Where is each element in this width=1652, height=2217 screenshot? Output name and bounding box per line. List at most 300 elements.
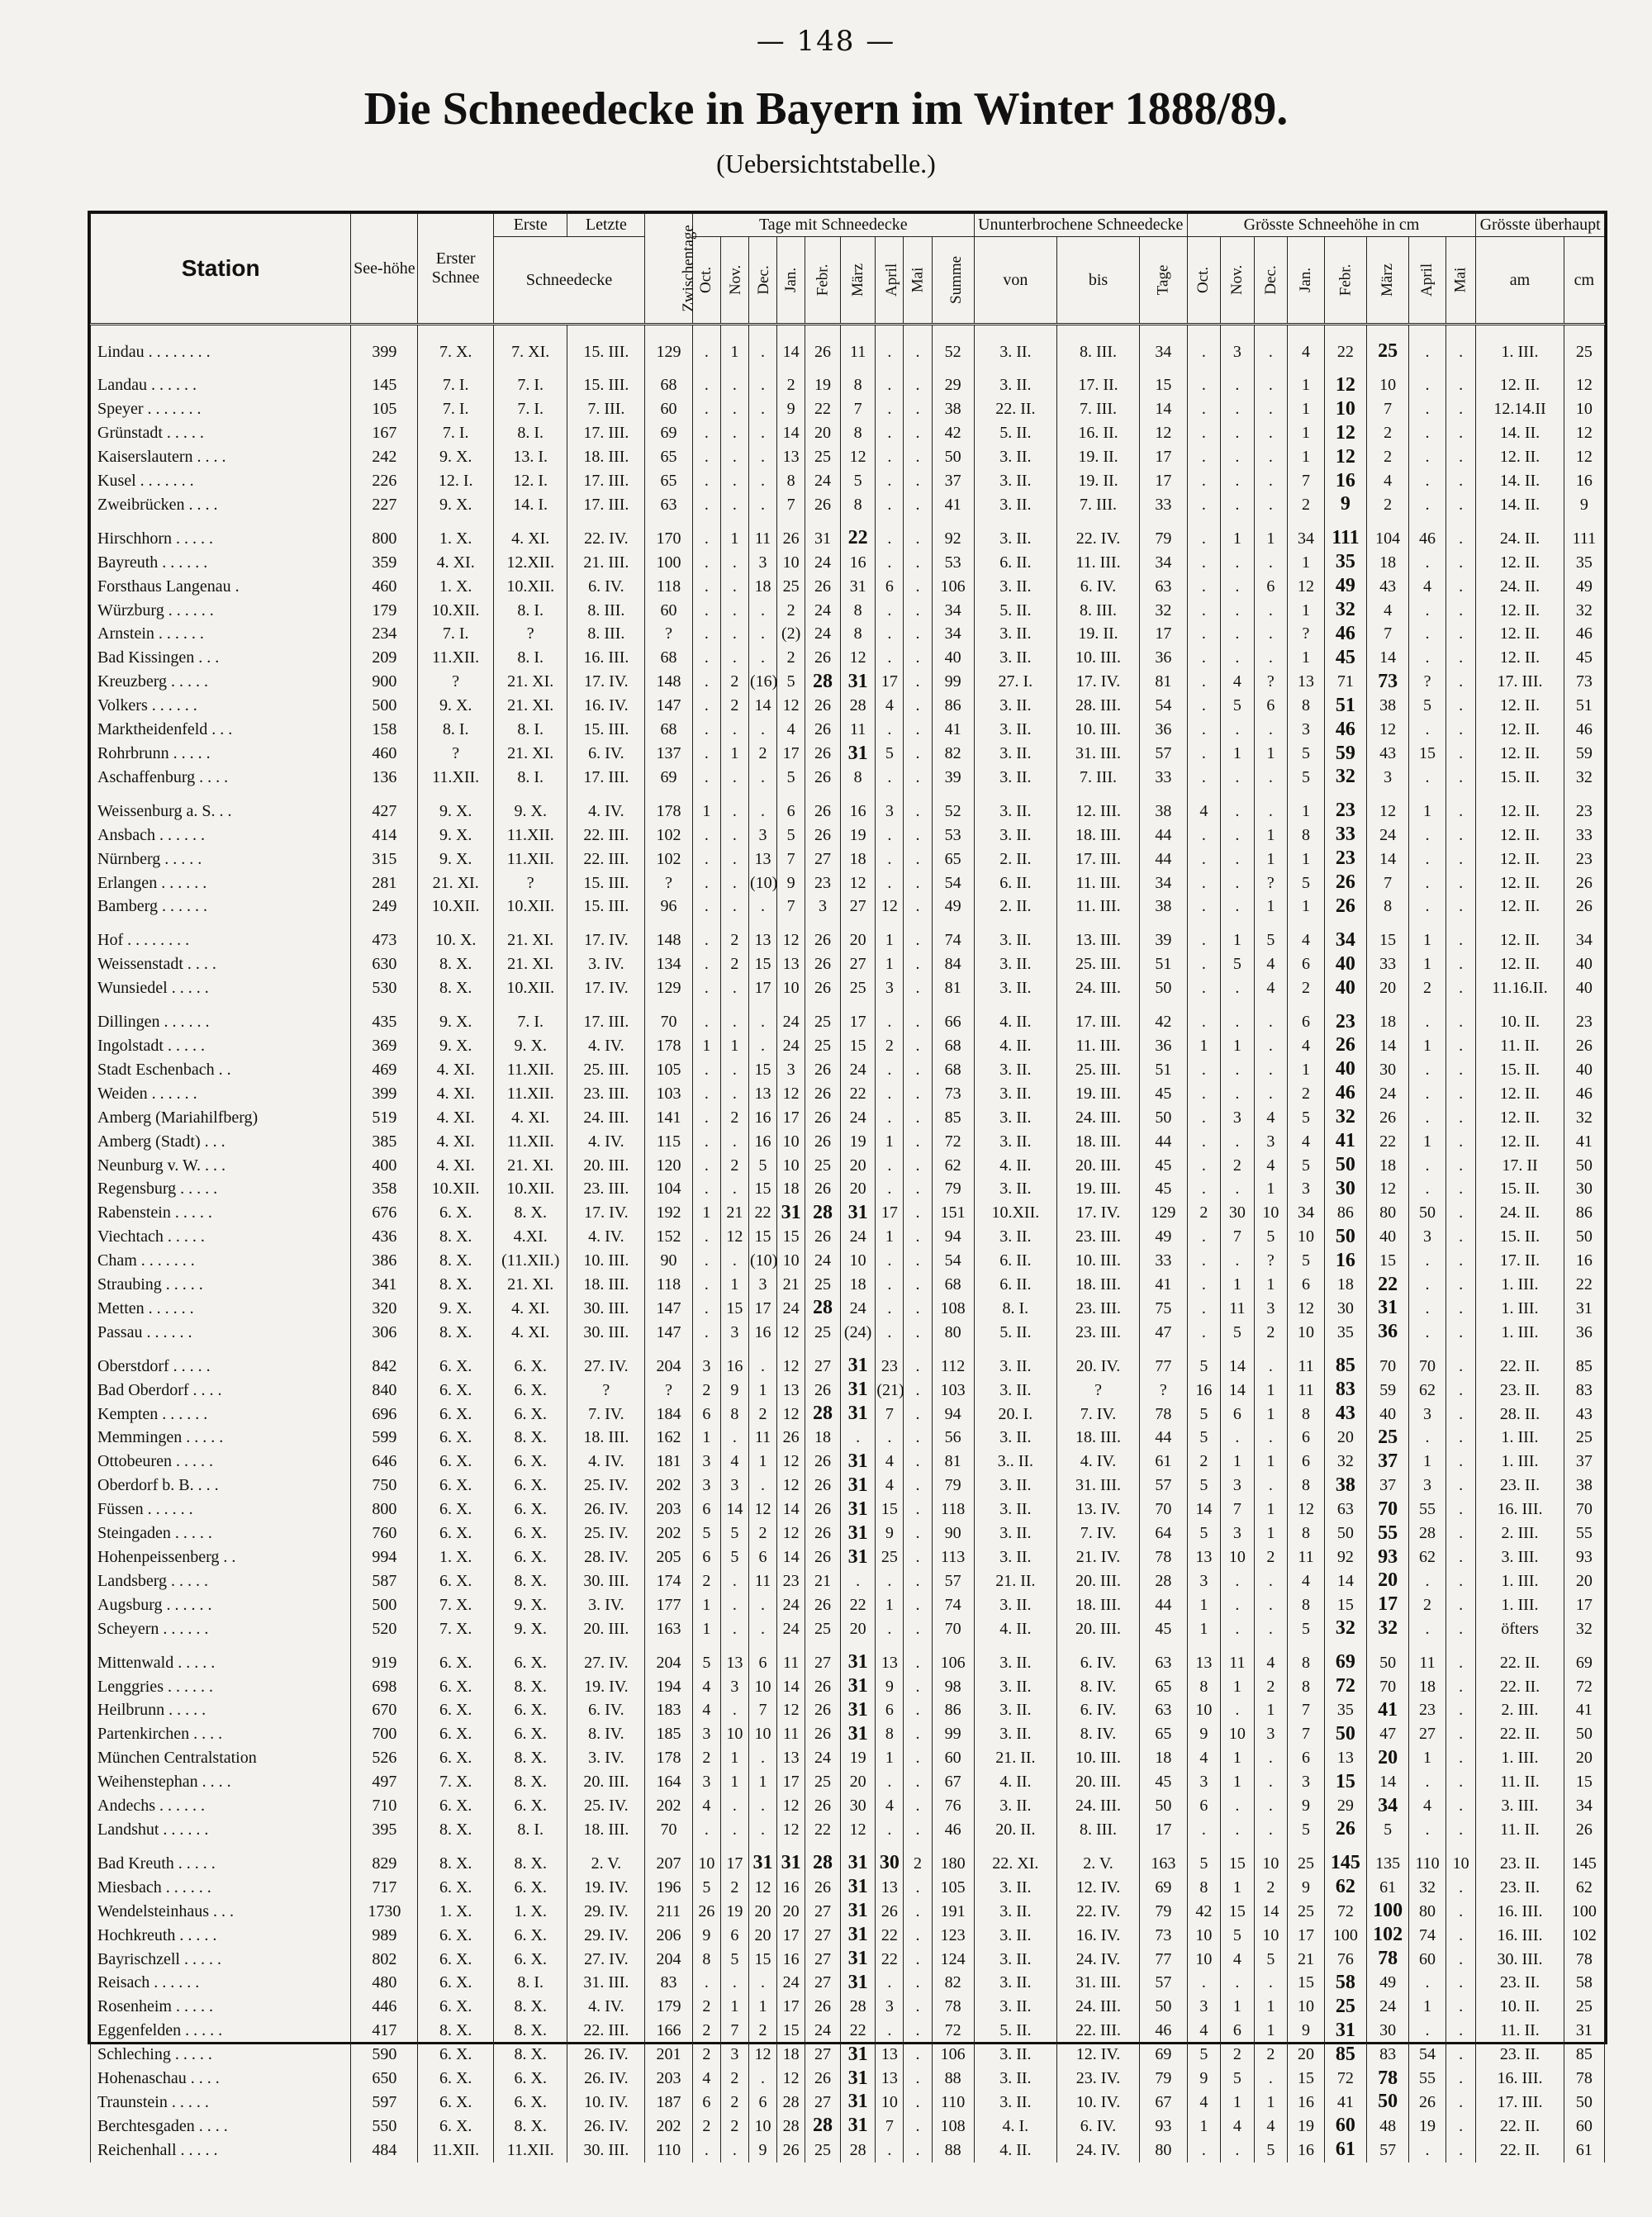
table-cell: 4: [1254, 977, 1287, 1001]
table-cell: 15. II.: [1476, 1058, 1564, 1082]
max-value: 78: [1378, 2067, 1398, 2089]
table-cell: 68: [645, 719, 693, 743]
table-cell: ?: [1409, 671, 1446, 695]
table-cell: 84: [932, 953, 974, 977]
max-value: 111: [1332, 527, 1360, 549]
table-cell: 12: [777, 1082, 805, 1106]
table-cell: 41: [1324, 2091, 1366, 2115]
table-cell: 6: [1288, 953, 1325, 977]
table-cell: 17: [777, 1924, 805, 1948]
table-row: [91, 1569, 1605, 1593]
station-name: Amberg (Mariahilfberg): [91, 1106, 351, 1130]
table-cell: 8: [1288, 695, 1325, 719]
table-row: [91, 1001, 1605, 1035]
table-cell: 1: [1221, 1034, 1254, 1058]
table-cell: 670: [351, 1699, 418, 1723]
table-cell: 698: [351, 1675, 418, 1699]
table-cell: 66: [932, 1001, 974, 1035]
table-cell: .: [1254, 1427, 1287, 1450]
table-cell: .: [1187, 766, 1220, 790]
table-cell: 98: [932, 1675, 974, 1699]
table-cell: .: [1254, 1001, 1287, 1035]
table-cell: 6: [692, 1546, 720, 1570]
table-cell: 148: [645, 919, 693, 953]
table-cell: [1324, 766, 1366, 790]
max-value: 28: [812, 1297, 833, 1319]
station-name: Rohrbrunn . . . . .: [91, 743, 351, 767]
max-value: 73: [1378, 670, 1398, 692]
table-cell: 5: [1254, 1948, 1287, 1972]
table-cell: [1324, 1996, 1366, 2020]
table-cell: 202: [645, 1795, 693, 1819]
table-cell: [1324, 623, 1366, 647]
table-cell: 6. X.: [493, 1474, 567, 1498]
table-cell: 2: [748, 2020, 776, 2044]
table-cell: 10. III.: [1056, 719, 1139, 743]
table-cell: 1: [1254, 743, 1287, 767]
table-cell: 676: [351, 1202, 418, 1226]
table-cell: 52: [932, 790, 974, 824]
table-cell: 79: [1140, 517, 1188, 551]
table-cell: .: [1221, 1250, 1254, 1274]
table-cell: 34: [1140, 551, 1188, 575]
table-cell: [805, 1842, 841, 1876]
table-cell: 4. XI.: [493, 1321, 567, 1345]
table-cell: 19: [840, 1130, 876, 1154]
table-cell: .: [1446, 743, 1475, 767]
table-cell: 14. II.: [1476, 493, 1564, 517]
table-cell: 26. IV.: [567, 2067, 645, 2091]
station-name: Forsthaus Langenau .: [91, 575, 351, 599]
table-cell: .: [1254, 1474, 1287, 1498]
table-cell: 1: [720, 743, 748, 767]
table-cell: 6: [1254, 575, 1287, 599]
table-cell: 27. I.: [974, 671, 1056, 695]
table-cell: 3. II.: [974, 1178, 1056, 1202]
table-cell: 2. V.: [1056, 1842, 1139, 1876]
table-cell: 141: [645, 1106, 693, 1130]
table-cell: 10: [1446, 1842, 1475, 1876]
table-cell: 4. IV.: [567, 1034, 645, 1058]
table-cell: .: [1446, 623, 1475, 647]
table-cell: 25: [1564, 1996, 1604, 2020]
table-cell: 96: [645, 895, 693, 919]
table-cell: 10.XII.: [493, 575, 567, 599]
table-cell: 26: [805, 325, 841, 364]
table-cell: [840, 1345, 876, 1379]
table-cell: 1: [1254, 1498, 1287, 1522]
table-cell: 10. III.: [1056, 1747, 1139, 1771]
table-cell: 6: [748, 1641, 776, 1675]
table-cell: .: [1446, 1202, 1475, 1226]
table-cell: 989: [351, 1924, 418, 1948]
table-cell: 27: [840, 953, 876, 977]
table-cell: .: [904, 1723, 932, 1747]
table-cell: 145: [1564, 1842, 1604, 1876]
table-cell: 41: [932, 493, 974, 517]
table-cell: 24. II.: [1476, 1202, 1564, 1226]
table-cell: 12. II.: [1476, 695, 1564, 719]
table-cell: 5: [1288, 766, 1325, 790]
station-name: Landau . . . . . .: [91, 364, 351, 398]
table-cell: [840, 1379, 876, 1403]
table-cell: 1: [1221, 1675, 1254, 1699]
table-cell: 5: [777, 824, 805, 847]
table-cell: .: [1187, 422, 1220, 446]
table-cell: .: [1221, 1001, 1254, 1035]
table-cell: [1324, 847, 1366, 871]
table-cell: 6. X.: [418, 1747, 494, 1771]
max-value: 31: [752, 1852, 773, 1874]
table-cell: 4: [876, 1795, 904, 1819]
station-name: Landshut . . . . . .: [91, 1818, 351, 1842]
snow-table: [90, 213, 1605, 2162]
table-cell: 16: [720, 1345, 748, 1379]
max-value: 12: [1335, 445, 1355, 468]
station-name: Schleching . . . . .: [91, 2044, 351, 2067]
table-cell: 341: [351, 1274, 418, 1298]
table-cell: 2: [748, 1403, 776, 1427]
table-cell: 994: [351, 1546, 418, 1570]
table-cell: 11: [748, 517, 776, 551]
max-value: 31: [847, 2043, 868, 2065]
table-cell: 27: [805, 1972, 841, 1996]
table-row: [91, 1948, 1605, 1972]
table-cell: 2: [692, 2020, 720, 2044]
table-cell: 8. X.: [493, 1771, 567, 1795]
table-cell: [876, 1842, 904, 1876]
station-name: Ottobeuren . . . . .: [91, 1450, 351, 1474]
table-cell: 1: [1288, 422, 1325, 446]
table-cell: .: [1409, 824, 1446, 847]
table-cell: .: [1254, 398, 1287, 422]
table-cell: 7. III.: [1056, 398, 1139, 422]
table-cell: 399: [351, 325, 418, 364]
table-cell: 203: [645, 1498, 693, 1522]
table-cell: .: [1446, 2091, 1475, 2115]
table-cell: 37: [1367, 1474, 1409, 1498]
table-cell: .: [692, 599, 720, 623]
table-row: [91, 517, 1605, 551]
table-cell: 12: [748, 2044, 776, 2067]
table-cell: 9: [876, 1675, 904, 1699]
table-cell: .: [1446, 1876, 1475, 1900]
table-cell: 28. II.: [1476, 1403, 1564, 1427]
tage-header: [1140, 237, 1188, 325]
table-cell: 12: [840, 1818, 876, 1842]
station-name: Miesbach . . . . . .: [91, 1876, 351, 1900]
table-cell: 92: [1324, 1546, 1366, 1570]
table-cell: 100: [645, 551, 693, 575]
table-cell: 90: [932, 1522, 974, 1546]
table-cell: 1: [692, 1593, 720, 1617]
table-cell: .: [904, 1641, 932, 1675]
table-cell: 54: [1409, 2044, 1446, 2067]
table-cell: .: [1221, 422, 1254, 446]
page-title: Die Schneedecke in Bayern im Winter 1888/89.: [363, 83, 1289, 135]
table-cell: 40: [1564, 977, 1604, 1001]
table-cell: 7: [777, 895, 805, 919]
max-value: 62: [1335, 1876, 1355, 1898]
table-cell: 18: [840, 847, 876, 871]
table-cell: 26: [777, 517, 805, 551]
table-cell: 10: [1221, 1723, 1254, 1747]
table-cell: .: [1446, 2067, 1475, 2091]
table-cell: 62: [1409, 1546, 1446, 1570]
station-name: Hohenpeissenberg . .: [91, 1546, 351, 1570]
table-cell: 10: [876, 2091, 904, 2115]
table-cell: 18. III.: [1056, 1427, 1139, 1450]
table-cell: .: [904, 871, 932, 895]
table-cell: .: [720, 364, 748, 398]
table-cell: .: [748, 364, 776, 398]
table-cell: 6. X.: [418, 1450, 494, 1474]
table-cell: 3. II.: [974, 1795, 1056, 1819]
table-cell: 10.XII.: [418, 1178, 494, 1202]
max-value: 31: [847, 1876, 868, 1898]
table-cell: .: [1446, 1250, 1475, 1274]
table-cell: 5: [1254, 919, 1287, 953]
table-cell: 100: [1564, 1900, 1604, 1924]
table-cell: 3. II.: [974, 2091, 1056, 2115]
station-name: Rosenheim . . . . .: [91, 1996, 351, 2020]
table-cell: 20: [840, 1178, 876, 1202]
table-cell: 530: [351, 977, 418, 1001]
table-cell: 25: [1564, 1427, 1604, 1450]
table-cell: 500: [351, 695, 418, 719]
table-cell: ?: [1056, 1379, 1139, 1403]
table-cell: .: [692, 695, 720, 719]
table-cell: .: [1254, 1082, 1287, 1106]
table-cell: .: [1446, 1996, 1475, 2020]
table-cell: 9. X.: [418, 790, 494, 824]
table-cell: 3: [876, 1996, 904, 2020]
table-cell: 51: [1140, 1058, 1188, 1082]
table-cell: 18: [777, 1178, 805, 1202]
table-cell: 26: [805, 1996, 841, 2020]
table-cell: 21. XI.: [493, 919, 567, 953]
table-cell: 12: [777, 1699, 805, 1723]
table-cell: .: [1221, 1699, 1254, 1723]
station-name: Stadt Eschenbach . .: [91, 1058, 351, 1082]
table-cell: .: [692, 2139, 720, 2162]
table-cell: 11: [840, 719, 876, 743]
table-cell: 44: [1140, 1130, 1188, 1154]
table-cell: 8. X.: [493, 2044, 567, 2067]
table-cell: 3. II.: [974, 824, 1056, 847]
max-value: 49: [1335, 575, 1355, 597]
table-cell: (2): [777, 623, 805, 647]
table-cell: 65: [1140, 1723, 1188, 1747]
table-cell: 1: [720, 1747, 748, 1771]
table-cell: 23: [876, 1345, 904, 1379]
table-cell: 57: [1140, 743, 1188, 767]
table-cell: 1: [748, 1771, 776, 1795]
table-cell: .: [692, 1274, 720, 1298]
table-cell: .: [1221, 647, 1254, 671]
table-cell: 22. II.: [1476, 1345, 1564, 1379]
table-cell: [1324, 719, 1366, 743]
table-cell: 76: [1324, 1948, 1366, 1972]
table-cell: 3. III.: [1476, 1546, 1564, 1570]
table-cell: 6. X.: [493, 1948, 567, 1972]
table-cell: 25. III.: [567, 1058, 645, 1082]
max-value: 38: [1335, 1474, 1355, 1496]
table-cell: 1: [720, 1771, 748, 1795]
table-cell: 5: [1288, 1106, 1325, 1130]
max-value: 31: [847, 1924, 868, 1946]
table-cell: .: [904, 766, 932, 790]
table-cell: .: [720, 623, 748, 647]
table-cell: 82: [932, 1972, 974, 1996]
table-cell: .: [1446, 1617, 1475, 1641]
table-cell: [1324, 1345, 1366, 1379]
table-cell: 181: [645, 1450, 693, 1474]
table-cell: 3: [748, 824, 776, 847]
table-cell: 27: [805, 1900, 841, 1924]
table-cell: 526: [351, 1747, 418, 1771]
table-cell: .: [1254, 1771, 1287, 1795]
table-cell: .: [692, 1226, 720, 1250]
table-cell: 19: [840, 824, 876, 847]
table-cell: 3. II.: [974, 493, 1056, 517]
table-cell: 10: [1288, 1226, 1325, 1250]
table-cell: .: [1221, 1178, 1254, 1202]
table-cell: .: [720, 1001, 748, 1035]
table-cell: 22: [876, 1924, 904, 1948]
table-cell: 15: [748, 953, 776, 977]
table-cell: .: [1187, 398, 1220, 422]
table-cell: 1: [1254, 1178, 1287, 1202]
table-cell: .: [1446, 1723, 1475, 1747]
table-cell: 1: [1409, 1747, 1446, 1771]
table-cell: 73: [1140, 1924, 1188, 1948]
table-cell: .: [1254, 1747, 1287, 1771]
table-cell: 12. II.: [1476, 895, 1564, 919]
table-cell: 2: [1187, 1202, 1220, 1226]
table-cell: 11: [748, 1427, 776, 1450]
table-row: [91, 1641, 1605, 1675]
table-cell: 11: [1288, 1345, 1325, 1379]
table-cell: 9. X.: [418, 695, 494, 719]
table-cell: 32: [1409, 1876, 1446, 1900]
tage-jan-label: Jan.: [781, 267, 800, 293]
table-cell: 8. III.: [567, 623, 645, 647]
table-cell: [1324, 575, 1366, 599]
table-cell: .: [1187, 1972, 1220, 1996]
table-cell: 158: [351, 719, 418, 743]
table-cell: 4: [777, 719, 805, 743]
table-cell: 16: [777, 1876, 805, 1900]
table-cell: .: [1446, 977, 1475, 1001]
table-cell: 26: [777, 1427, 805, 1450]
table-cell: 22. IV.: [567, 517, 645, 551]
table-cell: .: [904, 1795, 932, 1819]
table-cell: 187: [645, 2091, 693, 2115]
table-cell: 900: [351, 671, 418, 695]
max-value: 31: [1335, 2019, 1355, 2041]
table-cell: .: [1221, 1130, 1254, 1154]
table-cell: 369: [351, 1034, 418, 1058]
table-cell: 25. III.: [1056, 953, 1139, 977]
max-value: 10: [1335, 397, 1355, 420]
table-cell: 1: [692, 1617, 720, 1641]
table-cell: 4: [1288, 1034, 1325, 1058]
table-cell: .: [904, 1771, 932, 1795]
table-cell: 21: [777, 1274, 805, 1298]
table-cell: 3. II.: [974, 647, 1056, 671]
station-name: Bad Oberdorf . . . .: [91, 1379, 351, 1403]
table-cell: 1730: [351, 1900, 418, 1924]
station-name: Wunsiedel . . . . .: [91, 977, 351, 1001]
table-cell: 385: [351, 1130, 418, 1154]
table-cell: 174: [645, 1569, 693, 1593]
table-cell: .: [904, 1082, 932, 1106]
table-cell: 63: [1324, 1498, 1366, 1522]
table-cell: .: [1187, 470, 1220, 494]
table-cell: 55: [1564, 1522, 1604, 1546]
table-cell: 12: [777, 1345, 805, 1379]
table-cell: .: [692, 551, 720, 575]
table-cell: 3: [1187, 1996, 1220, 2020]
table-cell: 180: [932, 1842, 974, 1876]
station-name: Berchtesgaden . . . .: [91, 2115, 351, 2139]
table-cell: 10: [692, 1842, 720, 1876]
table-cell: 23. II.: [1476, 2044, 1564, 2067]
table-cell: 151: [932, 1202, 974, 1226]
table-cell: 209: [351, 647, 418, 671]
table-cell: .: [1409, 493, 1446, 517]
table-cell: 12. II.: [1476, 824, 1564, 847]
table-cell: 13: [748, 847, 776, 871]
max-value: 31: [847, 1900, 868, 1922]
table-cell: (24): [840, 1321, 876, 1345]
table-cell: .: [748, 719, 776, 743]
max-value: 31: [781, 1201, 801, 1223]
table-cell: 1. III.: [1476, 1747, 1564, 1771]
table-cell: .: [720, 1178, 748, 1202]
table-cell: 1: [1221, 517, 1254, 551]
table-cell: .: [1221, 623, 1254, 647]
table-cell: 1: [1221, 743, 1254, 767]
table-cell: .: [876, 623, 904, 647]
table-cell: 1. III.: [1476, 1450, 1564, 1474]
max-value: 31: [847, 1948, 868, 1969]
table-cell: 77: [1140, 1345, 1188, 1379]
table-cell: 9: [1288, 1876, 1325, 1900]
table-cell: .: [1187, 719, 1220, 743]
table-cell: 29. IV.: [567, 1900, 645, 1924]
table-cell: .: [1446, 364, 1475, 398]
table-cell: 26: [777, 2139, 805, 2162]
table-cell: .: [904, 1001, 932, 1035]
table-cell: 1: [1221, 1747, 1254, 1771]
table-cell: 24: [840, 1226, 876, 1250]
table-cell: 12: [1288, 575, 1325, 599]
table-cell: .: [876, 517, 904, 551]
table-cell: 10: [1564, 398, 1604, 422]
table-cell: 6. IV.: [1056, 1641, 1139, 1675]
table-cell: 10.XII.: [493, 1178, 567, 1202]
table-cell: 8. X.: [493, 1842, 567, 1876]
max-value: 61: [1335, 2139, 1355, 2161]
table-cell: 23. II.: [1476, 1474, 1564, 1498]
table-cell: 11. III.: [1056, 551, 1139, 575]
table-row: [91, 1250, 1605, 1274]
table-cell: .: [1187, 1297, 1220, 1321]
table-cell: 28. III.: [1056, 695, 1139, 719]
table-cell: 4: [1187, 1747, 1220, 1771]
